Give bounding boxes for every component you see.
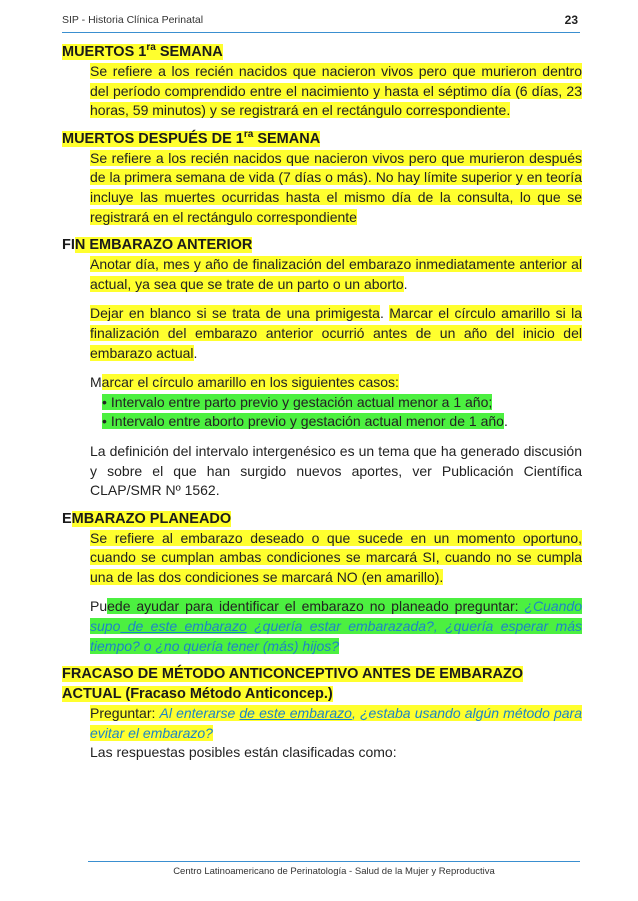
footer-text: Centro Latinoamericano de Perinatología - Salud de la Mujer y Reproductiva (173, 866, 495, 877)
section-paragraph: Puede ayudar para identificar el embarazo no planeado preguntar: ¿Cuando supo de este embarazo ¿quería estar embarazada?, ¿quería esperar más tiempo? o ¿no quería tener (más) hijos? (90, 598, 582, 654)
document-body (62, 42, 582, 771)
section-embarazo-planeado (62, 509, 582, 657)
section-paragraph: Anotar día, mes y año de finalización del embarazo inmediatamente anterior al actual, ya sea que se trate de un parto o un aborto. (90, 256, 582, 292)
section-paragraph: Se refiere al embarazo deseado o que sucede en un momento oportuno, cuando se cumplan ambas condiciones se marcará SI, cuando no se cumpla una de las dos condiciones se marcará NO (en amarillo). (90, 529, 582, 585)
section-heading: MUERTOS $1^{ra}$ SEMANA (62, 42, 223, 60)
section-paragraph: Se refiere a los recién nacidos que nacieron vivos pero que murieron después de la primera semana de vida (7 días o más). No hay límite superior y en teoría incluye las muertes ocurridas hasta el mismo día de la consulta, lo que se registrará en el rectángulo correspondiente (90, 149, 582, 225)
section-fin-embarazo-anterior (62, 235, 582, 501)
list-item: • Intervalo entre aborto previo y gestación actual menor de 1 año. (102, 413, 508, 430)
section-paragraph: Se refiere a los recién nacidos que nacieron vivos pero que murieron dentro del período comprendido entre el nacimiento y hasta el séptimo día (6 días, 23 horas, 59 minutos) y se registrará en el rectángulo correspondiente. (90, 63, 582, 119)
section-muertos-1ra-semana (62, 42, 582, 121)
page-header (62, 14, 580, 33)
section-paragraph: Preguntar: Al enterarse de este embarazo, ¿estaba usando algún método para evitar el embarazo? (90, 705, 583, 741)
section-fracaso-metodo (62, 664, 582, 763)
section-paragraph: Dejar en blanco si se trata de una primigesta. Marcar el círculo amarillo si la finalización del embarazo anterior ocurrió antes de un año del inicio del embarazo actual. (90, 305, 582, 361)
section-heading: EMBARAZO PLANEADO (62, 510, 232, 527)
section-heading: FIN EMBARAZO ANTERIOR (62, 237, 253, 254)
section-paragraph: La definición del intervalo intergenésico es un tema que ha generado discusión y sobre el que han surgido nuevos aportes, ver Publicación Científica CLAP/SMR Nº 1562. (90, 442, 582, 499)
page-number: 23 (564, 13, 578, 27)
list-item: • Intervalo entre parto previo y gestación actual menor a 1 año; (102, 393, 493, 410)
page-footer (88, 861, 580, 877)
section-heading: FRACASO DE MÉTODO ANTICONCEPTIVO ANTES DE EMBARAZO ACTUAL (Fracaso Método Anticoncep.) (62, 666, 524, 703)
section-paragraph: Marcar el círculo amarillo en los siguientes casos: (90, 374, 399, 391)
section-heading: MUERTOS DESPUÉS DE $1^{ra}$ SEMANA (62, 128, 321, 147)
section-paragraph: Las respuestas posibles están clasificadas como: (90, 744, 397, 761)
header-title: SIP - Historia Clínica Perinatal (62, 14, 204, 26)
section-muertos-despues-1ra-semana (62, 129, 582, 227)
